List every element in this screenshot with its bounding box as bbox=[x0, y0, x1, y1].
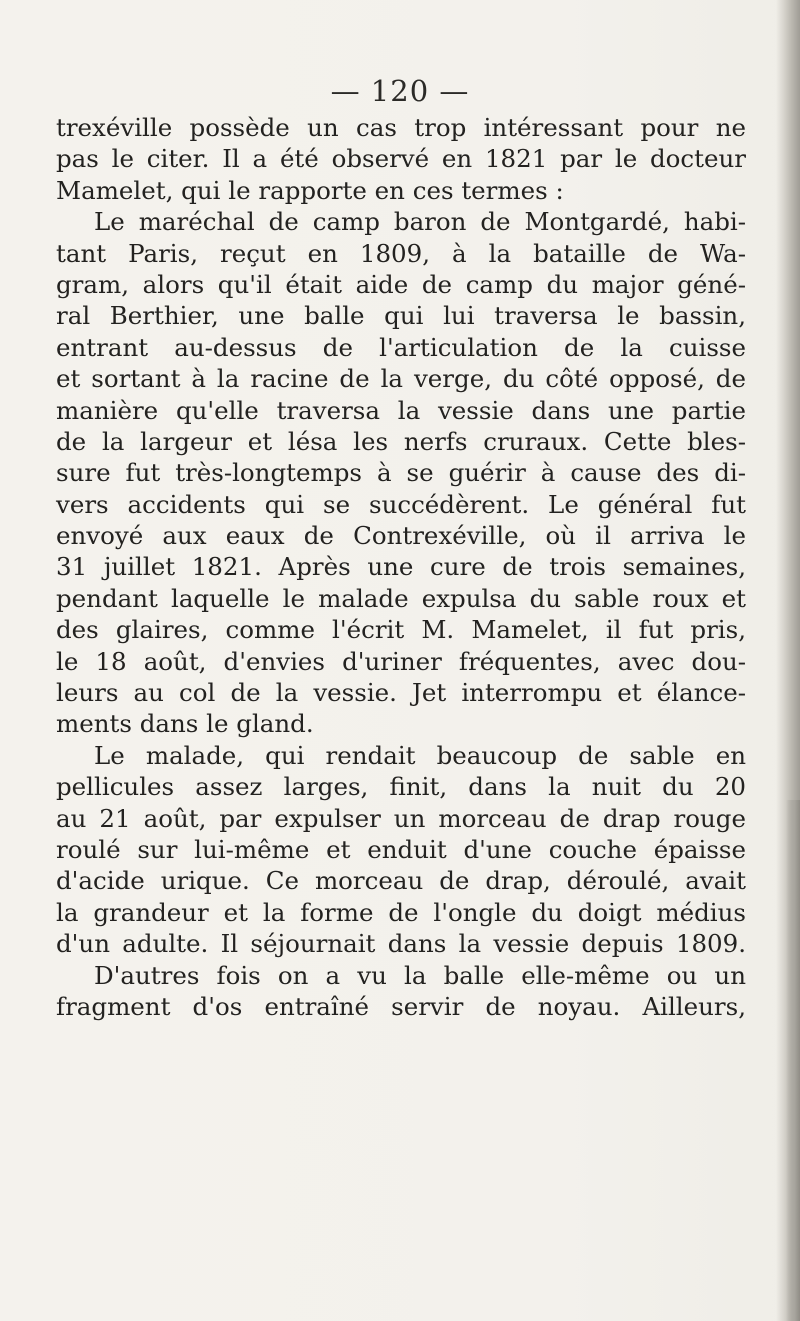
page-edge-shadow-lower bbox=[786, 800, 800, 1321]
text-line: d'acide urique. Ce morceau de drap, déroulé, avait bbox=[56, 866, 746, 896]
text-line: d'un adulte. Il séjournait dans la vessie depuis 1809. bbox=[56, 929, 746, 959]
text-line: le 18 août, d'envies d'uriner fréquentes, avec dou- bbox=[56, 646, 746, 676]
paragraph-start-line: Le maréchal de camp baron de Montgardé, habi- bbox=[94, 207, 746, 237]
text-line: Mamelet, qui le rapporte en ces termes : bbox=[56, 175, 564, 205]
text-line: pas le citer. Il a été observé en 1821 par le docteur bbox=[56, 144, 746, 174]
paragraph-start-line: D'autres fois on a vu la balle elle-même ou un bbox=[94, 960, 746, 990]
body-text bbox=[56, 112, 746, 1022]
text-line: vers accidents qui se succédèrent. Le général fut bbox=[56, 489, 746, 519]
text-line: pendant laquelle le malade expulsa du sable roux et bbox=[56, 583, 746, 613]
text-line: sure fut très-longtemps à se guérir à cause des di- bbox=[56, 458, 746, 488]
text-line: entrant au-dessus de l'articulation de la cuisse bbox=[56, 332, 746, 362]
text-line: pellicules assez larges, finit, dans la nuit du 20 bbox=[56, 772, 746, 802]
text-line: leurs au col de la vessie. Jet interrompu et élance- bbox=[56, 678, 746, 708]
text-line: au 21 août, par expulser un morceau de drap rouge bbox=[56, 803, 746, 833]
text-line: roulé sur lui-même et enduit d'une couche épaisse bbox=[56, 834, 746, 864]
text-line: de la largeur et lésa les nerfs cruraux. Cette bles- bbox=[56, 426, 746, 456]
text-line: la grandeur et la forme de l'ongle du doigt médius bbox=[56, 897, 746, 927]
text-line: ral Berthier, une balle qui lui traversa le bassin, bbox=[56, 301, 746, 331]
text-line: envoyé aux eaux de Contrexéville, où il arriva le bbox=[56, 521, 746, 551]
text-line: tant Paris, reçut en 1809, à la bataille de Wa- bbox=[56, 238, 746, 268]
text-line: et sortant à la racine de la verge, du côté opposé, de bbox=[56, 364, 746, 394]
paragraph-start-line: Le malade, qui rendait beaucoup de sable en bbox=[94, 740, 746, 770]
text-line: 31 juillet 1821. Après une cure de trois semaines, bbox=[56, 552, 746, 582]
text-line: des glaires, comme l'écrit M. Mamelet, il fut pris, bbox=[56, 615, 746, 645]
text-line: ments dans le gland. bbox=[56, 709, 314, 739]
page-number: — 120 — bbox=[330, 74, 470, 108]
text-line: gram, alors qu'il était aide de camp du major géné- bbox=[56, 269, 746, 299]
text-line: trexéville possède un cas trop intéressant pour ne bbox=[56, 113, 746, 142]
text-line: manière qu'elle traversa la vessie dans une partie bbox=[56, 395, 746, 425]
text-line: fragment d'os entraîné servir de noyau. Ailleurs, bbox=[56, 991, 746, 1021]
